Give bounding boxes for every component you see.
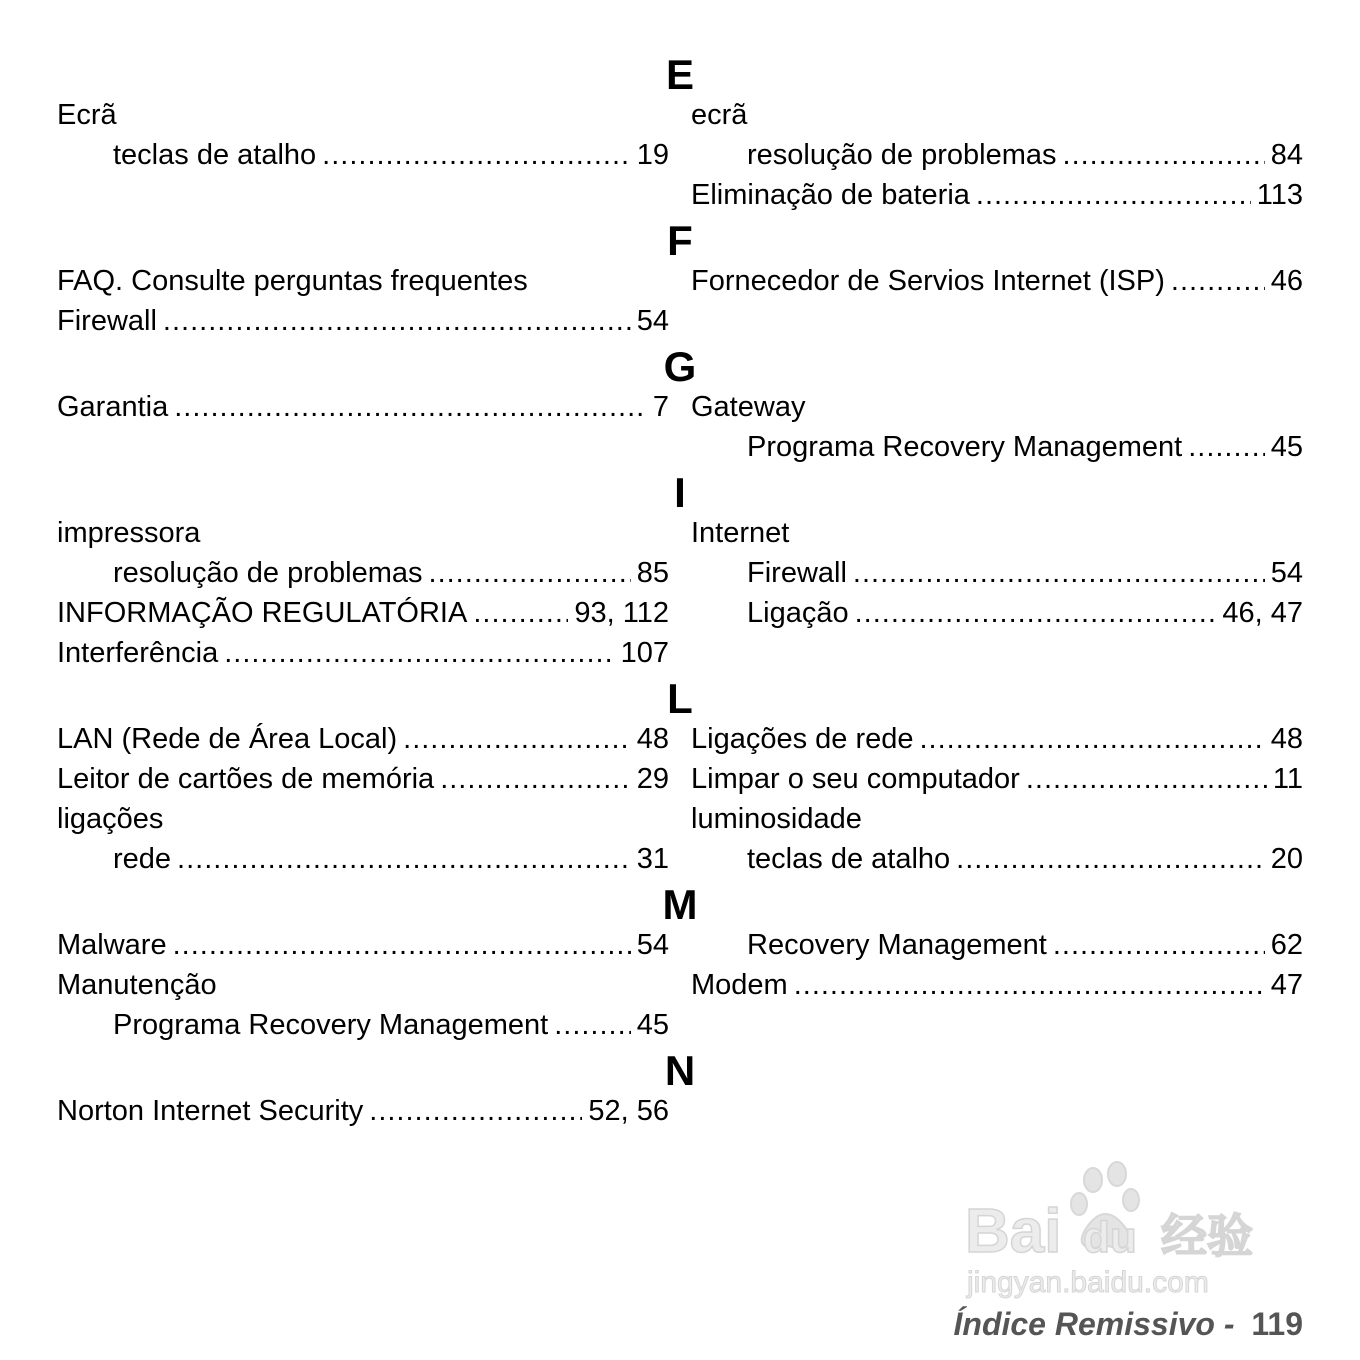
- entry-label: teclas de atalho: [747, 843, 951, 875]
- leader-dots: [369, 1091, 582, 1131]
- index-entry: [57, 799, 669, 839]
- entry-label: Norton Internet Security: [57, 1095, 364, 1127]
- leader-dots: [1053, 925, 1265, 965]
- section-columns: [0, 719, 1360, 879]
- right-column: [691, 387, 1303, 467]
- leader-dots: [429, 553, 631, 593]
- svg-text:经验: 经验: [1161, 1209, 1253, 1263]
- page-footer: [954, 1306, 1304, 1343]
- entry-label: Modem: [691, 969, 788, 1001]
- section-columns: [0, 261, 1360, 341]
- baidu-watermark: [965, 1160, 1285, 1300]
- section-columns: [0, 925, 1360, 1045]
- leader-dots: [554, 1005, 631, 1045]
- entry-page-number: 29: [636, 763, 669, 795]
- left-column: [57, 513, 669, 673]
- entry-page-number: 11: [1272, 763, 1303, 795]
- entry-label: Firewall: [747, 557, 847, 589]
- entry-label: INFORMAÇÃO REGULATÓRIA: [57, 597, 468, 629]
- entry-label: LAN (Rede de Área Local): [57, 723, 398, 755]
- leader-dots: [174, 387, 647, 427]
- index-entry: [691, 513, 1303, 553]
- index-entry: [691, 175, 1303, 215]
- left-column: [57, 261, 669, 341]
- index-section: [0, 343, 1360, 467]
- entry-page-number: 20: [1270, 843, 1303, 875]
- right-column: [691, 513, 1303, 673]
- left-column: [57, 925, 669, 1045]
- entry-label: Malware: [57, 929, 167, 961]
- entry-label: luminosidade: [691, 803, 862, 835]
- footer-page-number: 119: [1251, 1306, 1303, 1342]
- index-entry: [691, 719, 1303, 759]
- index-entry: [57, 719, 669, 759]
- entry-label: ligações: [57, 803, 164, 835]
- section-letter-heading: I: [674, 469, 686, 516]
- entry-page-number: 45: [636, 1009, 669, 1041]
- entry-page-number: 47: [1270, 969, 1303, 1001]
- svg-text:Bai: Bai: [965, 1197, 1062, 1266]
- leader-dots: [473, 593, 568, 633]
- entry-label: Eliminação de bateria: [691, 179, 970, 211]
- entry-page-number: 48: [1270, 723, 1303, 755]
- index-section: [0, 51, 1360, 215]
- entry-label: rede: [113, 843, 172, 875]
- leader-dots: [976, 175, 1251, 215]
- leader-dots: [855, 593, 1217, 633]
- entry-label: Manutenção: [57, 969, 217, 1001]
- entry-label: Leitor de cartões de memória: [57, 763, 435, 795]
- section-letter-heading: M: [662, 881, 698, 928]
- index-subentry: [57, 839, 669, 879]
- section-letter-heading: E: [665, 51, 694, 98]
- index-section: [0, 469, 1360, 673]
- leader-dots: [1188, 427, 1265, 467]
- entry-label: resolução de problemas: [747, 139, 1057, 171]
- entry-label: FAQ. Consulte perguntas frequentes: [57, 265, 528, 297]
- entry-label: Gateway: [691, 391, 806, 423]
- leader-dots: [177, 839, 631, 879]
- entry-label: Interferência: [57, 637, 219, 669]
- entry-label: ecrã: [691, 99, 748, 131]
- right-column: [691, 95, 1303, 215]
- section-letter-heading: F: [667, 217, 693, 264]
- footer-title: Índice Remissivo -: [953, 1306, 1235, 1342]
- index-subentry: [691, 553, 1303, 593]
- index-subentry: [691, 839, 1303, 879]
- entry-label: Ligação: [747, 597, 849, 629]
- leader-dots: [322, 135, 631, 175]
- entry-page-number: 54: [636, 305, 669, 337]
- index-subentry: [691, 135, 1303, 175]
- leader-dots: [920, 719, 1265, 759]
- index-entry: [691, 759, 1303, 799]
- index-subentry: [57, 553, 669, 593]
- index-entry: [57, 633, 669, 673]
- leader-dots: [1026, 759, 1267, 799]
- index-subentry: [691, 925, 1303, 965]
- right-column: [691, 719, 1303, 879]
- index-section: [0, 675, 1360, 879]
- entry-label: Garantia: [57, 391, 169, 423]
- index-entry: [57, 925, 669, 965]
- index-entry: [691, 261, 1303, 301]
- index-entry: [691, 799, 1303, 839]
- entry-page-number: 46, 47: [1222, 597, 1303, 629]
- svg-text:du: du: [1083, 1213, 1137, 1262]
- index-entry: [691, 965, 1303, 1005]
- leader-dots: [1171, 261, 1265, 301]
- leader-dots: [853, 553, 1265, 593]
- section-columns: [0, 387, 1360, 467]
- index-subentry: [57, 1005, 669, 1045]
- entry-label: Ecrã: [57, 99, 117, 131]
- leader-dots: [1063, 135, 1265, 175]
- left-column: [57, 1091, 669, 1131]
- index-section: [0, 217, 1360, 341]
- index-entry: [691, 387, 1303, 427]
- index-entry: [57, 301, 669, 341]
- section-letter-heading: N: [664, 1047, 696, 1094]
- index-entry: [57, 1091, 669, 1131]
- index-entry: [57, 965, 669, 1005]
- entry-page-number: 85: [636, 557, 669, 589]
- entry-page-number: 52, 56: [588, 1095, 669, 1127]
- index-entry: [57, 387, 669, 427]
- entry-page-number: 107: [620, 637, 669, 669]
- entry-page-number: 54: [636, 929, 669, 961]
- leader-dots: [440, 759, 631, 799]
- index-subentry: [691, 427, 1303, 467]
- leader-dots: [956, 839, 1265, 879]
- index-subentry: [691, 593, 1303, 633]
- section-columns: [0, 1091, 1360, 1131]
- index-entry: [57, 759, 669, 799]
- section-columns: [0, 513, 1360, 673]
- index-entry: [57, 95, 669, 135]
- entry-label: Programa Recovery Management: [113, 1009, 549, 1041]
- entry-page-number: 62: [1270, 929, 1303, 961]
- entry-label: Firewall: [57, 305, 157, 337]
- index-subentry: [57, 135, 669, 175]
- entry-label: Internet: [691, 517, 790, 549]
- index-entry: [57, 593, 669, 633]
- left-column: [57, 387, 669, 467]
- entry-page-number: 19: [636, 139, 669, 171]
- entry-page-number: 113: [1256, 179, 1303, 211]
- right-column: [691, 925, 1303, 1045]
- leader-dots: [224, 633, 614, 673]
- leader-dots: [403, 719, 631, 759]
- entry-page-number: 48: [636, 723, 669, 755]
- entry-page-number: 46: [1270, 265, 1303, 297]
- right-column: [691, 261, 1303, 341]
- entry-page-number: 7: [652, 391, 669, 423]
- entry-label: Fornecedor de Servios Internet (ISP): [691, 265, 1165, 297]
- index-entry: [57, 261, 669, 301]
- left-column: [57, 719, 669, 879]
- left-column: [57, 95, 669, 215]
- entry-label: Ligações de rede: [691, 723, 914, 755]
- section-letter-heading: L: [667, 675, 693, 722]
- index-section: [0, 881, 1360, 1045]
- entry-page-number: 84: [1270, 139, 1303, 171]
- section-letter-heading: G: [663, 343, 697, 390]
- svg-text:jingyan.baidu.com: jingyan.baidu.com: [967, 1266, 1209, 1299]
- entry-page-number: 45: [1270, 431, 1303, 463]
- entry-label: teclas de atalho: [113, 139, 317, 171]
- leader-dots: [794, 965, 1265, 1005]
- section-columns: [0, 95, 1360, 215]
- entry-label: Recovery Management: [747, 929, 1047, 961]
- leader-dots: [163, 301, 631, 341]
- index-entry: [691, 95, 1303, 135]
- entry-page-number: 93, 112: [574, 597, 669, 629]
- right-column: [691, 1091, 1303, 1131]
- entry-page-number: 54: [1270, 557, 1303, 589]
- entry-page-number: 31: [636, 843, 669, 875]
- entry-label: Limpar o seu computador: [691, 763, 1020, 795]
- index-entry: [57, 513, 669, 553]
- index-section: [0, 1047, 1360, 1131]
- entry-label: impressora: [57, 517, 201, 549]
- baidu-paw-logo-icon: [965, 1160, 1285, 1300]
- entry-label: resolução de problemas: [113, 557, 423, 589]
- leader-dots: [173, 925, 631, 965]
- entry-label: Programa Recovery Management: [747, 431, 1183, 463]
